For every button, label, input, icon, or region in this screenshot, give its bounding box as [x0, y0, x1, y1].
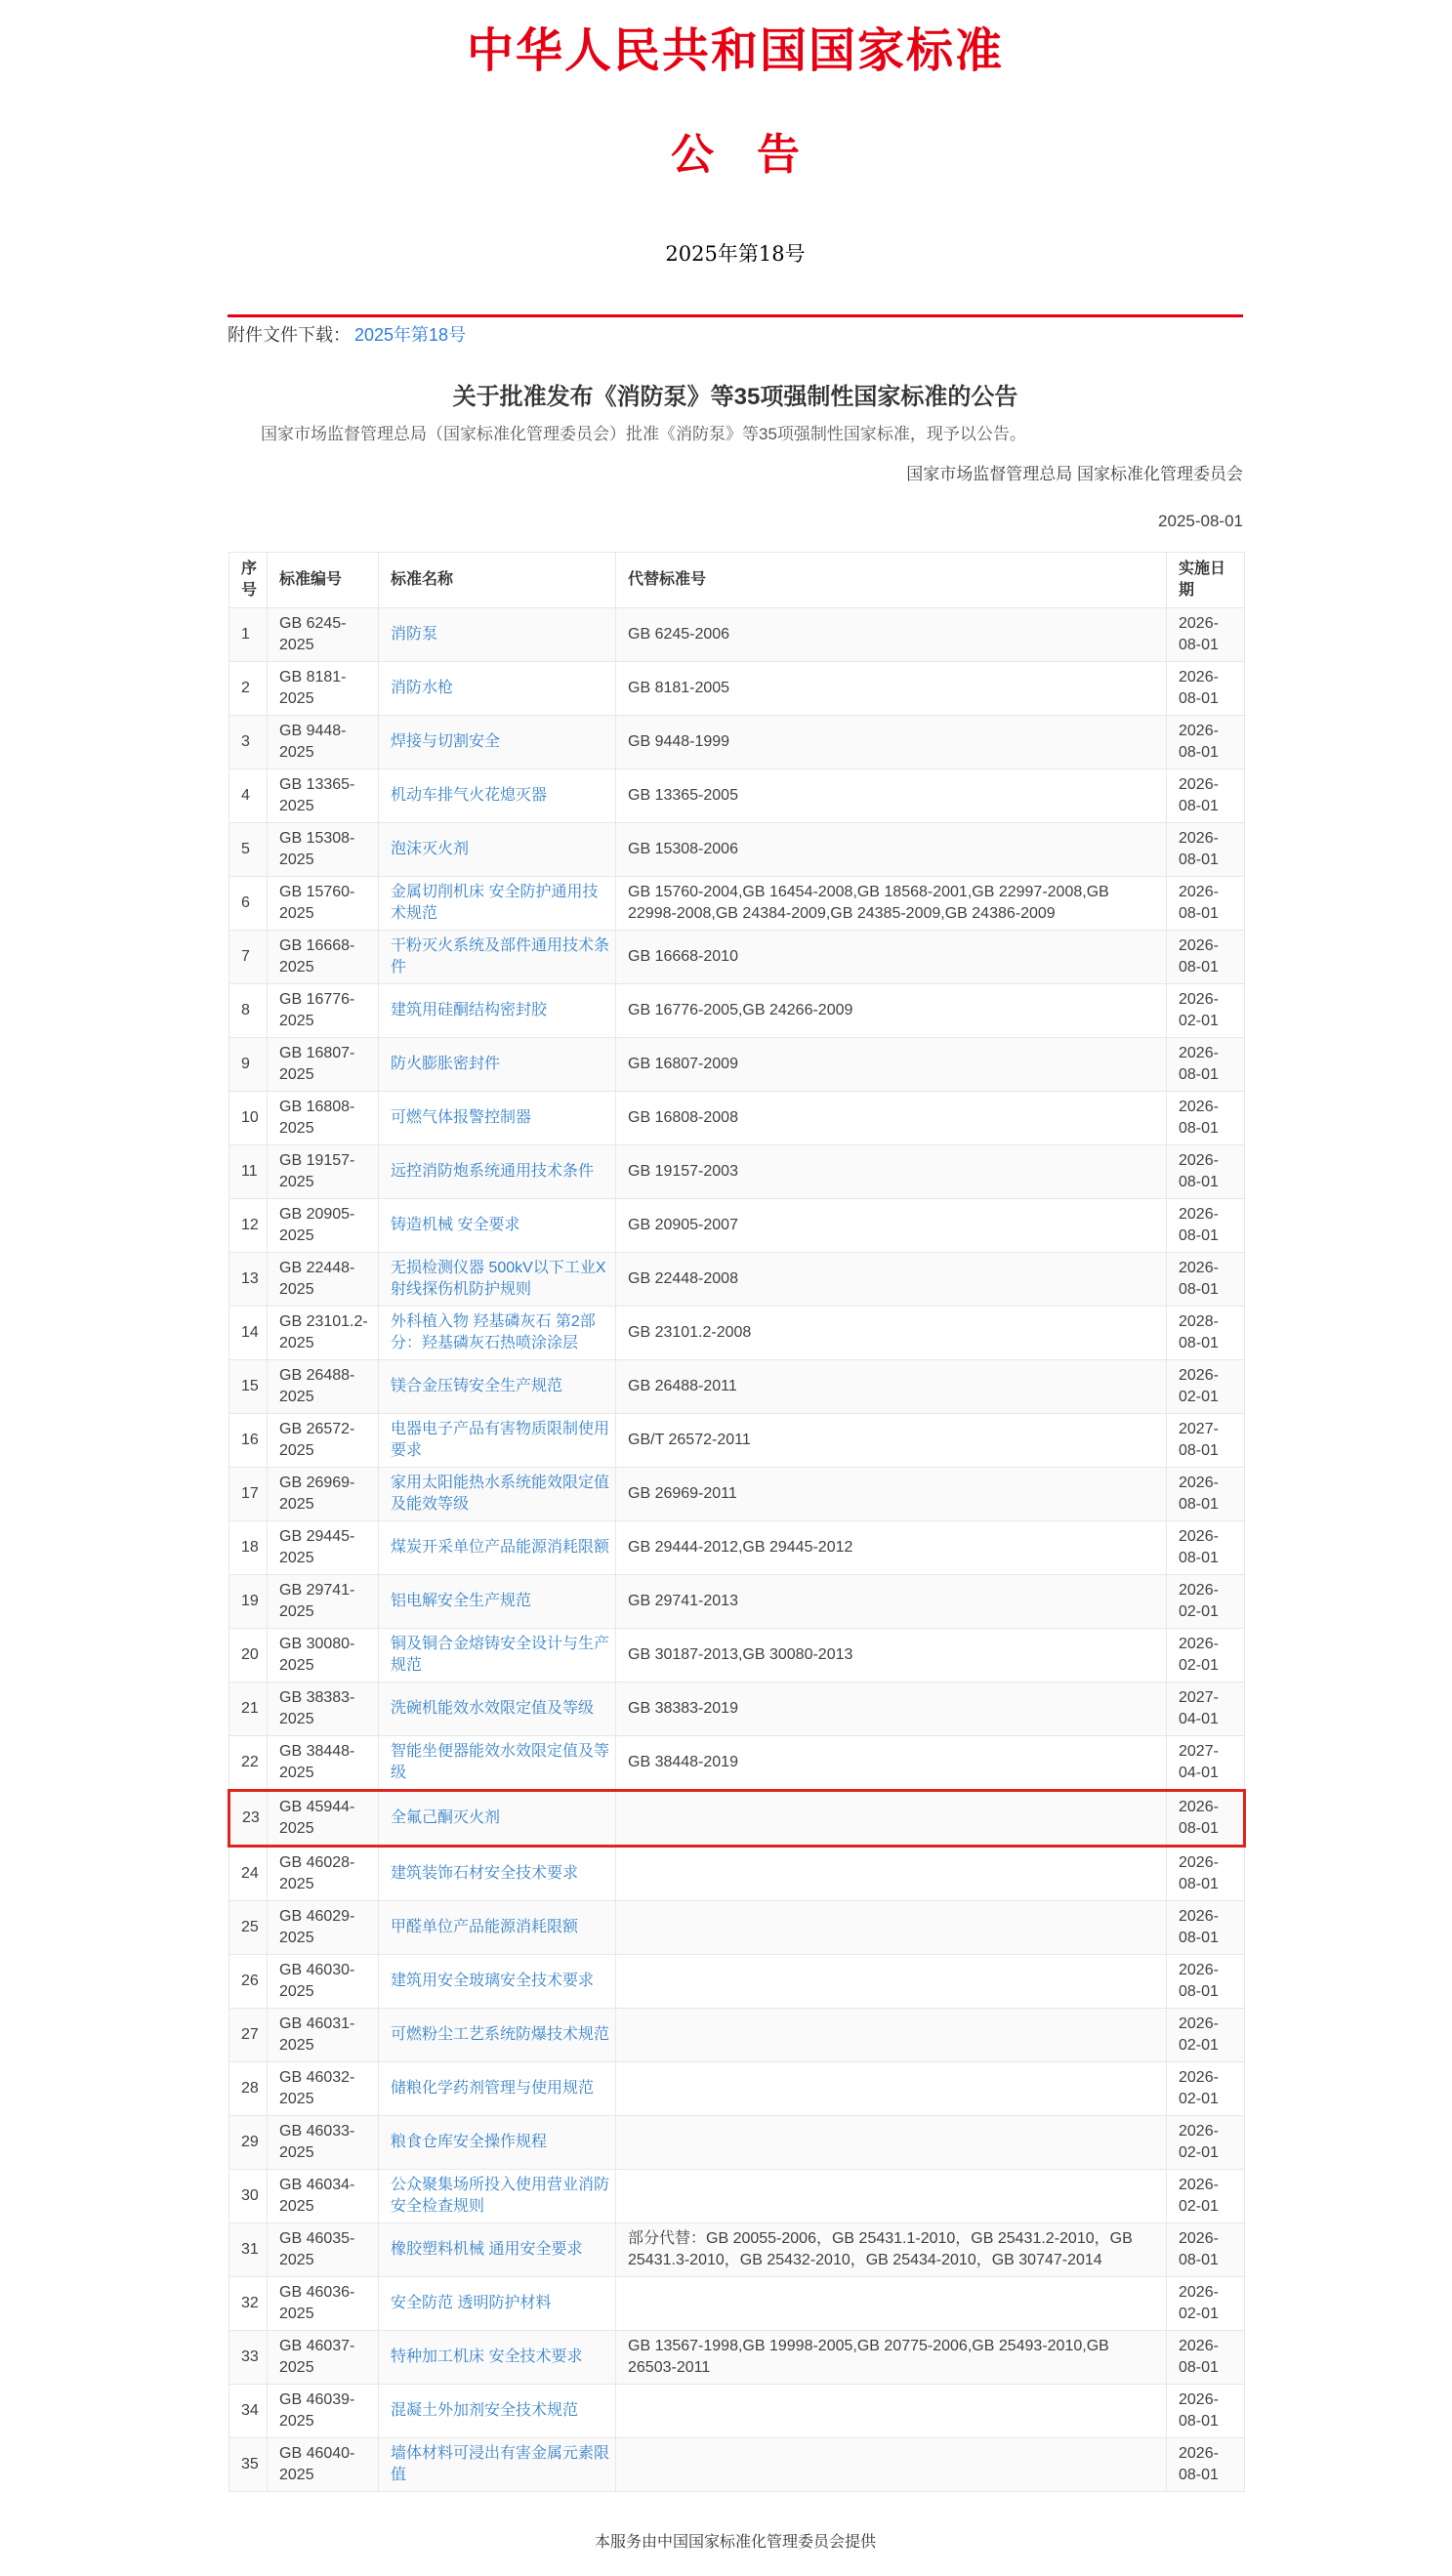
- cell-date: 2026-08-01: [1167, 877, 1245, 931]
- standard-name-link[interactable]: 机动车排气火花熄灭器: [391, 787, 548, 804]
- announcement-body: 国家市场监督管理总局（国家标准化管理委员会）批准《消防泵》等35项强制性国家标准，现予以公告。: [261, 425, 1026, 443]
- table-header-row: [229, 553, 1245, 608]
- cell-code: GB 38383-2025: [268, 1683, 379, 1736]
- cell-replaces: GB 38383-2019: [616, 1683, 1167, 1736]
- table-row: [229, 984, 1245, 1038]
- cell-replaces: [616, 2385, 1167, 2438]
- cell-index: 18: [229, 1521, 268, 1575]
- cell-date: 2026-02-01: [1167, 2062, 1245, 2116]
- cell-index: 13: [229, 1253, 268, 1307]
- cell-replaces: GB 29444-2012,GB 29445-2012: [616, 1521, 1167, 1575]
- cell-code: GB 16776-2025: [268, 984, 379, 1038]
- table-row: [229, 1955, 1245, 2009]
- cell-index: 2: [229, 662, 268, 716]
- cell-date: 2026-02-01: [1167, 2009, 1245, 2062]
- cell-index: 28: [229, 2062, 268, 2116]
- document-content: [228, 0, 1243, 2576]
- cell-index: 6: [229, 877, 268, 931]
- cell-replaces: [616, 2438, 1167, 2492]
- cell-replaces: GB 13365-2005: [616, 769, 1167, 823]
- cell-date: 2026-02-01: [1167, 984, 1245, 1038]
- cell-name: [379, 1521, 616, 1575]
- cell-index: 4: [229, 769, 268, 823]
- cell-code: GB 46037-2025: [268, 2331, 379, 2385]
- table-row: [229, 1683, 1245, 1736]
- cell-name: [379, 1468, 616, 1521]
- cell-name: [379, 608, 616, 662]
- cell-index: 14: [229, 1307, 268, 1360]
- cell-code: GB 38448-2025: [268, 1736, 379, 1791]
- cell-name: [379, 2116, 616, 2170]
- cell-code: GB 26572-2025: [268, 1414, 379, 1468]
- cell-name: [379, 1629, 616, 1683]
- table-row: [229, 608, 1245, 662]
- cell-name: [379, 1092, 616, 1145]
- cell-name: [379, 823, 616, 877]
- cell-name: [379, 1791, 616, 1847]
- cell-index: 7: [229, 931, 268, 984]
- standard-name-link[interactable]: 远控消防炮系统通用技术条件: [391, 1163, 595, 1180]
- cell-code: GB 16807-2025: [268, 1038, 379, 1092]
- cell-name: [379, 662, 616, 716]
- cell-replaces: GB 16776-2005,GB 24266-2009: [616, 984, 1167, 1038]
- col-header-replaces: 代替标准号: [616, 553, 1167, 608]
- cell-replaces: GB 13567-1998,GB 19998-2005,GB 20775-2006,GB 25493-2010,GB 26503-2011: [616, 2331, 1167, 2385]
- cell-name: [379, 1955, 616, 2009]
- table-row: [229, 1253, 1245, 1307]
- cell-date: 2026-02-01: [1167, 2116, 1245, 2170]
- standard-name-link[interactable]: 铸造机械 安全要求: [391, 1217, 520, 1233]
- standard-name-link[interactable]: 金属切削机床 安全防护通用技术规范: [391, 884, 599, 922]
- standard-name-link[interactable]: 防火膨胀密封件: [391, 1056, 501, 1072]
- table-row: [229, 823, 1245, 877]
- cell-date: 2026-02-01: [1167, 2277, 1245, 2331]
- standard-name-link[interactable]: 安全防范 透明防护材料: [391, 2295, 552, 2311]
- cell-replaces: GB 26488-2011: [616, 1360, 1167, 1414]
- standard-name-link[interactable]: 干粉灭火系统及部件通用技术条件: [391, 937, 610, 976]
- cell-replaces: [616, 1955, 1167, 2009]
- standards-table: [228, 552, 1246, 2492]
- cell-code: GB 22448-2025: [268, 1253, 379, 1307]
- cell-code: GB 26969-2025: [268, 1468, 379, 1521]
- standard-name-link[interactable]: 焊接与切割安全: [391, 733, 501, 750]
- col-header-date: 实施日期: [1167, 553, 1245, 608]
- red-divider-rule: [228, 314, 1243, 317]
- issuing-authority: 国家市场监督管理总局 国家标准化管理委员会: [906, 465, 1243, 483]
- standard-name-link[interactable]: 粮食仓库安全操作规程: [391, 2134, 548, 2150]
- cell-replaces: GB 26969-2011: [616, 1468, 1167, 1521]
- cell-name: [379, 1683, 616, 1736]
- table-row: [229, 1629, 1245, 1683]
- cell-name: [379, 1575, 616, 1629]
- table-row: [229, 877, 1245, 931]
- table-row: [229, 1199, 1245, 1253]
- table-row: [229, 716, 1245, 769]
- cell-date: 2026-08-01: [1167, 1901, 1245, 1955]
- cell-index: 20: [229, 1629, 268, 1683]
- standard-name-link[interactable]: 建筑用安全玻璃安全技术要求: [391, 1973, 595, 1989]
- attachment-label: 附件文件下载：: [228, 325, 351, 345]
- cell-replaces: GB 22448-2008: [616, 1253, 1167, 1307]
- standard-name-link[interactable]: 电器电子产品有害物质限制使用要求: [391, 1421, 610, 1459]
- cell-replaces: GB 30187-2013,GB 30080-2013: [616, 1629, 1167, 1683]
- cell-date: 2026-02-01: [1167, 2170, 1245, 2223]
- col-header-code: 标准编号: [268, 553, 379, 608]
- cell-replaces: GB 15308-2006: [616, 823, 1167, 877]
- cell-code: GB 46029-2025: [268, 1901, 379, 1955]
- cell-name: [379, 1307, 616, 1360]
- cell-name: [379, 2331, 616, 2385]
- cell-name: [379, 2062, 616, 2116]
- standard-name-link[interactable]: 外科植入物 羟基磷灰石 第2部分：羟基磷灰石热喷涂涂层: [391, 1313, 596, 1351]
- cell-replaces: GB 38448-2019: [616, 1736, 1167, 1791]
- table-row: [229, 1414, 1245, 1468]
- table-row: [229, 769, 1245, 823]
- cell-name: [379, 931, 616, 984]
- cell-index: 1: [229, 608, 268, 662]
- cell-index: 25: [229, 1901, 268, 1955]
- cell-date: 2026-02-01: [1167, 1575, 1245, 1629]
- cell-code: GB 46032-2025: [268, 2062, 379, 2116]
- cell-name: [379, 1360, 616, 1414]
- standard-name-link[interactable]: 镁合金压铸安全生产规范: [391, 1378, 563, 1394]
- cell-date: 2026-08-01: [1167, 2438, 1245, 2492]
- table-row: [229, 1145, 1245, 1199]
- cell-index: 29: [229, 2116, 268, 2170]
- cell-date: 2026-08-01: [1167, 2223, 1245, 2277]
- cell-code: GB 8181-2025: [268, 662, 379, 716]
- cell-code: GB 46036-2025: [268, 2277, 379, 2331]
- standard-name-link[interactable]: 可燃粉尘工艺系统防爆技术规范: [391, 2026, 610, 2043]
- cell-name: [379, 1253, 616, 1307]
- cell-index: 35: [229, 2438, 268, 2492]
- cell-date: 2026-08-01: [1167, 769, 1245, 823]
- cell-index: 19: [229, 1575, 268, 1629]
- cell-code: GB 19157-2025: [268, 1145, 379, 1199]
- cell-code: GB 46031-2025: [268, 2009, 379, 2062]
- cell-replaces: [616, 2009, 1167, 2062]
- cell-code: GB 46034-2025: [268, 2170, 379, 2223]
- cell-index: 34: [229, 2385, 268, 2438]
- table-row: [229, 1736, 1245, 1791]
- table-row: [229, 2385, 1245, 2438]
- cell-index: 22: [229, 1736, 268, 1791]
- cell-index: 24: [229, 1847, 268, 1901]
- standard-name-link[interactable]: 铝电解安全生产规范: [391, 1593, 532, 1609]
- cell-name: [379, 1145, 616, 1199]
- attachment-row: [228, 324, 1243, 346]
- cell-code: GB 26488-2025: [268, 1360, 379, 1414]
- cell-date: 2026-08-01: [1167, 1199, 1245, 1253]
- cell-replaces: GB 8181-2005: [616, 662, 1167, 716]
- cell-replaces: GB 6245-2006: [616, 608, 1167, 662]
- table-row: [229, 1901, 1245, 1955]
- cell-replaces: GB/T 26572-2011: [616, 1414, 1167, 1468]
- table-row: [229, 2170, 1245, 2223]
- table-row: [229, 2062, 1245, 2116]
- standard-name-link[interactable]: 煤炭开采单位产品能源消耗限额: [391, 1539, 610, 1556]
- standard-name-link[interactable]: 可燃气体报警控制器: [391, 1109, 532, 1126]
- cell-code: GB 46039-2025: [268, 2385, 379, 2438]
- cell-date: 2026-08-01: [1167, 1521, 1245, 1575]
- cell-name: [379, 2277, 616, 2331]
- cell-replaces: GB 19157-2003: [616, 1145, 1167, 1199]
- cell-name: [379, 769, 616, 823]
- table-row: [229, 2331, 1245, 2385]
- cell-replaces: GB 29741-2013: [616, 1575, 1167, 1629]
- cell-name: [379, 877, 616, 931]
- table-row: [229, 1575, 1245, 1629]
- cell-name: [379, 716, 616, 769]
- col-header-index: 序号: [229, 553, 268, 608]
- standard-name-link[interactable]: 全氟己酮灭火剂: [391, 1809, 501, 1826]
- cell-replaces: [616, 2116, 1167, 2170]
- cell-index: 3: [229, 716, 268, 769]
- cell-name: [379, 984, 616, 1038]
- standard-name-link[interactable]: 泡沫灭火剂: [391, 841, 470, 857]
- cell-code: GB 6245-2025: [268, 608, 379, 662]
- highlighted-row: [229, 1791, 1245, 1847]
- table-row: [229, 2009, 1245, 2062]
- standard-name-link[interactable]: 储粮化学药剂管理与使用规范: [391, 2080, 595, 2097]
- cell-index: 12: [229, 1199, 268, 1253]
- cell-date: 2026-08-01: [1167, 2331, 1245, 2385]
- cell-index: 9: [229, 1038, 268, 1092]
- table-row: [229, 662, 1245, 716]
- cell-code: GB 46028-2025: [268, 1847, 379, 1901]
- standard-name-link[interactable]: 橡胶塑料机械 通用安全要求: [391, 2241, 583, 2258]
- cell-date: 2026-08-01: [1167, 1038, 1245, 1092]
- cell-code: GB 23101.2-2025: [268, 1307, 379, 1360]
- table-row: [229, 1092, 1245, 1145]
- document-title: 中华人民共和国国家标准: [466, 23, 1004, 78]
- cell-replaces: [616, 1901, 1167, 1955]
- cell-index: 32: [229, 2277, 268, 2331]
- cell-code: GB 16808-2025: [268, 1092, 379, 1145]
- standard-name-link[interactable]: 墙体材料可浸出有害金属元素限值: [391, 2445, 610, 2483]
- cell-date: 2026-08-01: [1167, 716, 1245, 769]
- cell-index: 11: [229, 1145, 268, 1199]
- cell-index: 17: [229, 1468, 268, 1521]
- table-row: [229, 1468, 1245, 1521]
- cell-code: GB 45944-2025: [268, 1791, 379, 1847]
- cell-name: [379, 2385, 616, 2438]
- table-row: [229, 2277, 1245, 2331]
- cell-replaces: GB 15760-2004,GB 16454-2008,GB 18568-2001,GB 22997-2008,GB 22998-2008,GB 24384-2009,GB 24385-2009,GB 24386-2009: [616, 877, 1167, 931]
- cell-date: 2026-08-01: [1167, 1955, 1245, 2009]
- standard-name-link[interactable]: 铜及铜合金熔铸安全设计与生产规范: [391, 1636, 610, 1674]
- col-header-name: 标准名称: [379, 553, 616, 608]
- standard-name-link[interactable]: 建筑装饰石材安全技术要求: [391, 1865, 579, 1882]
- standard-name-link[interactable]: 消防泵: [391, 626, 438, 643]
- standard-name-link[interactable]: 甲醛单位产品能源消耗限额: [391, 1919, 579, 1935]
- cell-replaces: GB 20905-2007: [616, 1199, 1167, 1253]
- cell-name: [379, 1038, 616, 1092]
- cell-index: 15: [229, 1360, 268, 1414]
- cell-code: GB 46040-2025: [268, 2438, 379, 2492]
- cell-code: GB 29445-2025: [268, 1521, 379, 1575]
- cell-code: GB 9448-2025: [268, 716, 379, 769]
- issue-date: 2025-08-01: [1158, 512, 1243, 530]
- standard-name-link[interactable]: 建筑用硅酮结构密封胶: [391, 1002, 548, 1018]
- cell-code: GB 15760-2025: [268, 877, 379, 931]
- table-body: [229, 608, 1245, 2492]
- attachment-download-link[interactable]: 2025年第18号: [354, 325, 467, 345]
- cell-index: 26: [229, 1955, 268, 2009]
- cell-code: GB 13365-2025: [268, 769, 379, 823]
- cell-date: 2026-08-01: [1167, 608, 1245, 662]
- standard-name-link[interactable]: 洗碗机能效水效限定值及等级: [391, 1700, 595, 1717]
- cell-name: [379, 1847, 616, 1901]
- cell-date: 2026-08-01: [1167, 931, 1245, 984]
- document-subtitle: 公 告: [671, 130, 800, 180]
- table-row: [229, 1360, 1245, 1414]
- cell-date: 2026-08-01: [1167, 1791, 1245, 1847]
- cell-date: 2026-08-01: [1167, 1092, 1245, 1145]
- cell-index: 5: [229, 823, 268, 877]
- cell-index: 30: [229, 2170, 268, 2223]
- table-row: [229, 1307, 1245, 1360]
- cell-index: 33: [229, 2331, 268, 2385]
- cell-replaces: GB 16807-2009: [616, 1038, 1167, 1092]
- cell-name: [379, 2438, 616, 2492]
- cell-date: 2026-08-01: [1167, 1847, 1245, 1901]
- cell-code: GB 15308-2025: [268, 823, 379, 877]
- cell-date: 2028-08-01: [1167, 1307, 1245, 1360]
- cell-code: GB 46030-2025: [268, 1955, 379, 2009]
- cell-name: [379, 2170, 616, 2223]
- cell-date: 2026-08-01: [1167, 2385, 1245, 2438]
- announcement-heading: 关于批准发布《消防泵》等35项强制性国家标准的公告: [452, 384, 1018, 410]
- standard-name-link[interactable]: 公众聚集场所投入使用营业消防安全检查规则: [391, 2177, 610, 2215]
- cell-date: 2026-08-01: [1167, 1145, 1245, 1199]
- table-row: [229, 1847, 1245, 1901]
- cell-code: GB 16668-2025: [268, 931, 379, 984]
- cell-index: 23: [229, 1791, 268, 1847]
- cell-replaces: GB 16668-2010: [616, 931, 1167, 984]
- cell-date: 2026-08-01: [1167, 662, 1245, 716]
- cell-name: [379, 1736, 616, 1791]
- cell-replaces: [616, 2170, 1167, 2223]
- table-row: [229, 931, 1245, 984]
- cell-date: 2026-02-01: [1167, 1629, 1245, 1683]
- cell-date: 2026-08-01: [1167, 1468, 1245, 1521]
- cell-index: 21: [229, 1683, 268, 1736]
- cell-date: 2026-02-01: [1167, 1360, 1245, 1414]
- cell-index: 16: [229, 1414, 268, 1468]
- table-row: [229, 2223, 1245, 2277]
- issue-number: 2025年第18号: [665, 242, 806, 266]
- cell-replaces: [616, 1847, 1167, 1901]
- cell-date: 2027-08-01: [1167, 1414, 1245, 1468]
- cell-name: [379, 2223, 616, 2277]
- table-row: [229, 1521, 1245, 1575]
- cell-index: 8: [229, 984, 268, 1038]
- cell-code: GB 20905-2025: [268, 1199, 379, 1253]
- standard-name-link[interactable]: 无损检测仪器 500kV以下工业X射线探伤机防护规则: [391, 1260, 606, 1298]
- cell-name: [379, 1414, 616, 1468]
- cell-code: GB 46033-2025: [268, 2116, 379, 2170]
- cell-index: 10: [229, 1092, 268, 1145]
- standard-name-link[interactable]: 消防水枪: [391, 680, 454, 696]
- table-row: [229, 2438, 1245, 2492]
- cell-replaces: 部分代替：GB 20055-2006，GB 25431.1-2010，GB 25431.2-2010，GB 25431.3-2010，GB 25432-2010，GB 25434-2010，GB 30747-2014: [616, 2223, 1167, 2277]
- table-row: [229, 1038, 1245, 1092]
- standard-name-link[interactable]: 智能坐便器能效水效限定值及等级: [391, 1743, 610, 1781]
- service-footer: 本服务由中国国家标准化管理委员会提供: [594, 2534, 876, 2551]
- cell-index: 31: [229, 2223, 268, 2277]
- standard-name-link[interactable]: 家用太阳能热水系统能效限定值及能效等级: [391, 1475, 610, 1513]
- table-row: [229, 2116, 1245, 2170]
- cell-code: GB 30080-2025: [268, 1629, 379, 1683]
- cell-date: 2027-04-01: [1167, 1736, 1245, 1791]
- cell-date: 2026-08-01: [1167, 1253, 1245, 1307]
- standard-name-link[interactable]: 混凝土外加剂安全技术规范: [391, 2402, 579, 2419]
- cell-code: GB 29741-2025: [268, 1575, 379, 1629]
- standard-name-link[interactable]: 特种加工机床 安全技术要求: [391, 2348, 583, 2365]
- cell-index: 27: [229, 2009, 268, 2062]
- cell-date: 2027-04-01: [1167, 1683, 1245, 1736]
- cell-replaces: GB 23101.2-2008: [616, 1307, 1167, 1360]
- cell-replaces: [616, 2062, 1167, 2116]
- cell-replaces: GB 16808-2008: [616, 1092, 1167, 1145]
- cell-name: [379, 1199, 616, 1253]
- cell-replaces: [616, 1791, 1167, 1847]
- cell-replaces: [616, 2277, 1167, 2331]
- cell-date: 2026-08-01: [1167, 823, 1245, 877]
- cell-name: [379, 1901, 616, 1955]
- cell-name: [379, 2009, 616, 2062]
- cell-replaces: GB 9448-1999: [616, 716, 1167, 769]
- cell-code: GB 46035-2025: [268, 2223, 379, 2277]
